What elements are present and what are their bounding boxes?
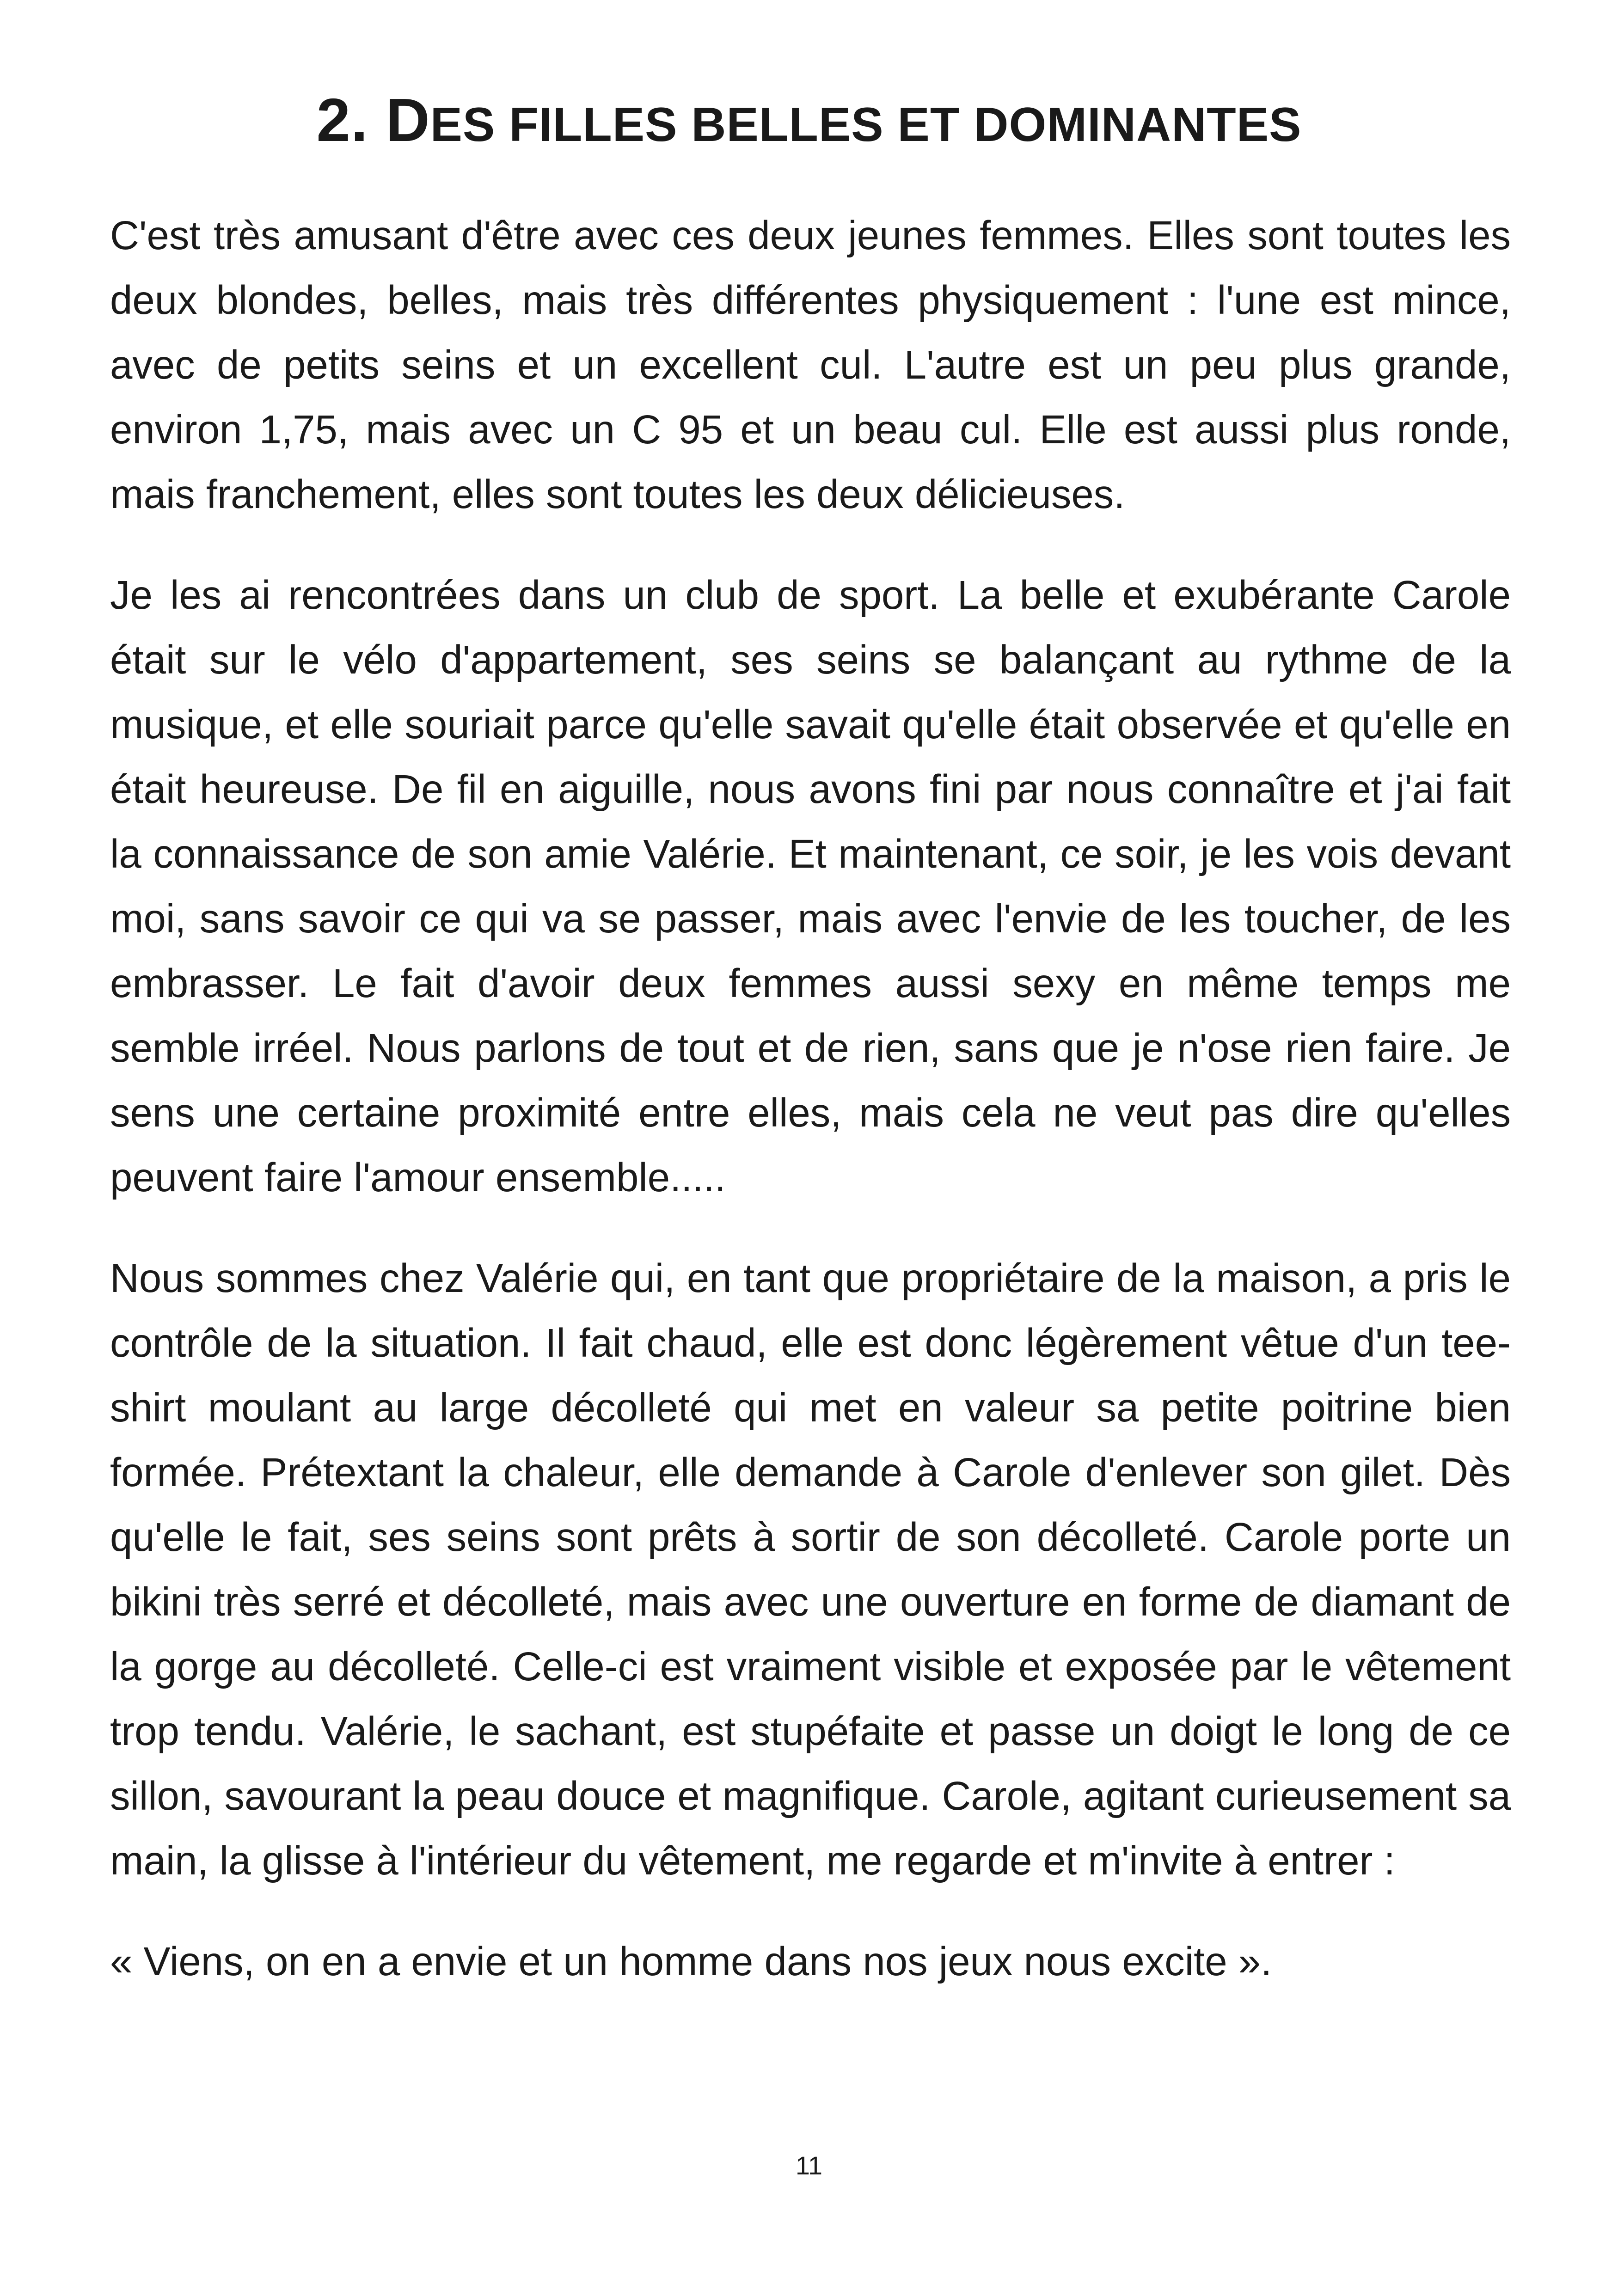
paragraph: C'est très amusant d'être avec ces deux jeunes femmes. Elles sont toutes les deux blondes, belles, mais très différentes physiquement : l'une est mince, avec de petits seins et un excellent cul. L'autre est un peu plus grande, environ 1,75, mais avec un C 95 et un beau cul. Elle est aussi plus ronde, mais franchement, elles sont toutes les deux délicieuses. [110,213,1511,517]
paragraph: Je les ai rencontrées dans un club de sport. La belle et exubérante Carole était sur le vélo d'appartement, ses seins se balançant au rythme de la musique, et elle souriait parce qu'elle savait qu'elle était observée et qu'elle en était heureuse. De fil en aiguille, nous avons fini par nous connaître et j'ai fait la connaissance de son amie Valérie. Et maintenant, ce soir, je les vois devant moi, sans savoir ce qui va se passer, mais avec l'envie de les toucher, de les embrasser. Le fait d'avoir deux femmes aussi sexy en même temps me semble irréel. Nous parlons de tout et de rien, sans que je n'ose rien faire. Je sens une certaine proximité entre elles, mais cela ne veut pas dire qu'elles peuvent faire l'amour ensemble..... [110,573,1511,1200]
paragraph: Nous sommes chez Valérie qui, en tant que propriétaire de la maison, a pris le contrôle de la situation. Il fait chaud, elle est donc légèrement vêtue d'un tee-shirt moulant au large décolleté qui met en valeur sa petite poitrine bien formée. Prétextant la chaleur, elle demande à Carole d'enlever son gilet. Dès qu'elle le fait, ses seins sont prêts à sortir de son décolleté. Carole porte un bikini très serré et décolleté, mais avec une ouverture en forme de diamant de la gorge au décolleté. Celle-ci est vraiment visible et exposée par le vêtement trop tendu. Valérie, le sachant, est stupéfaite et passe un doigt le long de ce sillon, savourant la peau douce et magnifique. Carole, agitant curieusement sa main, la glisse à l'intérieur du vêtement, me regarde et m'invite à entrer : [110,1256,1511,1883]
page-number: 11 [795,2151,823,2180]
chapter-title-initial: D [386,86,430,154]
chapter-number: 2. [316,86,368,154]
chapter-title-rest: ES FILLES BELLES ET DOMINANTES [430,98,1302,152]
paragraph: « Viens, on en a envie et un homme dans nos jeux nous excite ». [110,1939,1272,1984]
chapter-title [0,83,1618,162]
body-text [110,203,1511,2030]
